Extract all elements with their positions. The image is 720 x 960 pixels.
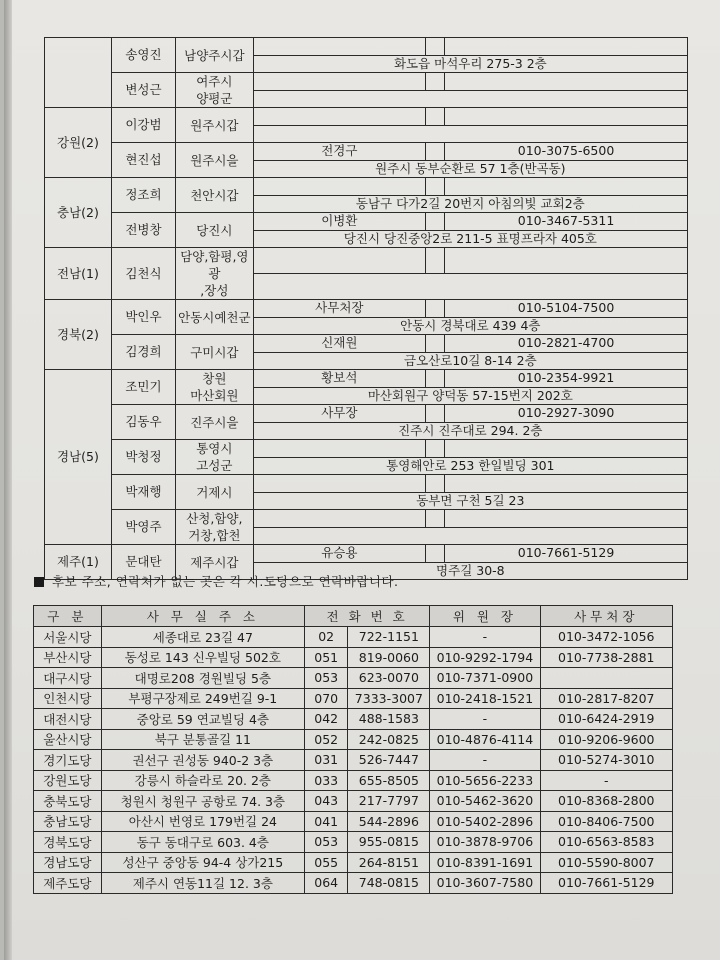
office-address: 동부면 구천 5길 23 xyxy=(253,492,687,510)
district-line: 원주시을 xyxy=(190,152,239,168)
candidate-name: 송영진 xyxy=(111,38,175,73)
region-cell: 경북(2) xyxy=(45,300,112,370)
candidate-row xyxy=(45,108,688,126)
chairperson-phone: 010-5656-2233 xyxy=(430,770,540,791)
contact-person xyxy=(253,440,425,458)
candidate-row xyxy=(45,510,688,528)
office-address: 강릉시 하슬라로 20. 2층 xyxy=(101,770,304,791)
secretary-phone: 010-2817-8207 xyxy=(540,688,672,709)
area-code: 043 xyxy=(304,791,347,812)
district-line: 창원 xyxy=(202,371,227,386)
candidate-name: 김동우 xyxy=(111,405,175,440)
office-row xyxy=(34,832,673,853)
contact-person: 사무장 xyxy=(253,405,425,423)
office-name: 경북도당 xyxy=(34,832,102,853)
area-code: 064 xyxy=(304,873,347,894)
office-address: 동성로 143 신우빌딩 502호 xyxy=(101,647,304,668)
office-row xyxy=(34,873,673,894)
grid-cell xyxy=(426,370,445,388)
district-line: 원주시갑 xyxy=(190,117,239,133)
contact-person xyxy=(253,178,425,196)
office-address: 세종대로 23길 47 xyxy=(101,627,304,648)
candidate-name: 현진섭 xyxy=(111,143,175,178)
office-address: 부평구장제로 249번길 9-1 xyxy=(101,688,304,709)
contact-person: 전경구 xyxy=(253,143,425,161)
grid-cell xyxy=(426,38,445,56)
contact-phone xyxy=(445,475,688,493)
office-address: 명주길 30-8 xyxy=(253,562,687,580)
office-address: 안동시 경북대로 439 4층 xyxy=(253,317,687,335)
region-cell: 충남(2) xyxy=(45,178,112,248)
area-code: 070 xyxy=(304,688,347,709)
office-address: 성산구 중앙동 94-4 상가215 xyxy=(101,852,304,873)
office-name: 대전시당 xyxy=(34,709,102,730)
office-row xyxy=(34,750,673,771)
office-row xyxy=(34,770,673,791)
candidate-name: 박영주 xyxy=(111,510,175,545)
phone-number: 819-0060 xyxy=(348,647,430,668)
office-address: 마산회원구 양덕동 57-15번지 202호 xyxy=(253,387,687,405)
notice-line xyxy=(34,572,399,590)
grid-cell xyxy=(426,108,445,126)
office-name: 경기도당 xyxy=(34,750,102,771)
grid-cell xyxy=(426,475,445,493)
chairperson-phone: 010-8391-1691 xyxy=(430,852,540,873)
contact-phone: 010-3467-5311 xyxy=(445,213,688,231)
district-cell xyxy=(176,143,254,178)
phone-number: 488-1583 xyxy=(348,709,430,730)
region-cell: 전남(1) xyxy=(45,248,112,300)
grid-cell xyxy=(426,335,445,353)
candidate-row xyxy=(45,213,688,231)
header-phone: 전 화 번 호 xyxy=(304,606,429,627)
contact-phone: 010-3075-6500 xyxy=(445,143,688,161)
header-chairperson: 위 원 장 xyxy=(430,606,540,627)
candidate-row xyxy=(45,73,688,91)
district-cell xyxy=(176,370,254,405)
district-line: 제주시갑 xyxy=(190,554,239,570)
secretary-phone: 010-3472-1056 xyxy=(540,627,672,648)
candidate-name: 이강범 xyxy=(111,108,175,143)
phone-number: 655-8505 xyxy=(348,770,430,791)
candidate-row xyxy=(45,405,688,423)
chairperson-phone: 010-3607-7580 xyxy=(430,873,540,894)
district-line: 마산회원 xyxy=(190,388,239,403)
office-address: 진주시 진주대로 294. 2층 xyxy=(253,422,687,440)
office-address: 화도읍 마석우리 275-3 2층 xyxy=(253,55,687,73)
chairperson-phone: 010-7371-0900 xyxy=(430,668,540,689)
office-address: 제주시 연동11길 12. 3층 xyxy=(101,873,304,894)
district-cell xyxy=(176,510,254,545)
district-line: 담양,함평,영광 xyxy=(180,249,249,281)
candidate-row xyxy=(45,475,688,493)
phone-number: 748-0815 xyxy=(348,873,430,894)
contact-person xyxy=(253,248,425,274)
district-cell xyxy=(176,300,254,335)
office-row xyxy=(34,668,673,689)
candidate-name: 전병창 xyxy=(111,213,175,248)
notice-text: 후보 주소, 연락처가 없는 곳은 각 시.도당으로 연락바랍니다. xyxy=(52,574,399,589)
office-address: 원주시 동부순환로 57 1층(반곡동) xyxy=(253,160,687,178)
office-name: 경남도당 xyxy=(34,852,102,873)
district-cell xyxy=(176,335,254,370)
grid-cell xyxy=(426,213,445,231)
chairperson-phone: 010-5402-2896 xyxy=(430,811,540,832)
header-secretary-general: 사무처장 xyxy=(540,606,672,627)
candidate-row xyxy=(45,143,688,161)
contact-phone xyxy=(445,248,688,274)
candidate-row xyxy=(45,38,688,56)
office-row xyxy=(34,709,673,730)
chairperson-phone: - xyxy=(430,750,540,771)
office-address: 북구 분통골길 11 xyxy=(101,729,304,750)
contact-person: 신재원 xyxy=(253,335,425,353)
office-address: 대명로208 경원빌딩 5층 xyxy=(101,668,304,689)
grid-cell xyxy=(426,178,445,196)
header-office-address: 사 무 실 주 소 xyxy=(101,606,304,627)
contact-phone xyxy=(445,178,688,196)
office-address: 동구 동대구로 603. 4층 xyxy=(101,832,304,853)
grid-cell xyxy=(426,405,445,423)
office-address: 당진시 당진중앙2로 211-5 표명프라자 405호 xyxy=(253,230,687,248)
office-name: 서울시당 xyxy=(34,627,102,648)
paper-edge-shadow xyxy=(4,0,12,960)
office-row xyxy=(34,627,673,648)
office-address xyxy=(253,90,687,108)
office-name: 부산시당 xyxy=(34,647,102,668)
candidate-row xyxy=(45,335,688,353)
office-row xyxy=(34,729,673,750)
contact-person: 사무처장 xyxy=(253,300,425,318)
district-line: 구미시갑 xyxy=(190,344,239,360)
office-address: 통영해안로 253 한일빌딩 301 xyxy=(253,457,687,475)
contact-person: 이병환 xyxy=(253,213,425,231)
candidate-name: 김경희 xyxy=(111,335,175,370)
phone-number: 242-0825 xyxy=(348,729,430,750)
secretary-phone: 010-5590-8007 xyxy=(540,852,672,873)
district-line: 고성군 xyxy=(196,458,233,473)
office-name: 울산시당 xyxy=(34,729,102,750)
phone-number: 722-1151 xyxy=(348,627,430,648)
phone-number: 526-7447 xyxy=(348,750,430,771)
chairperson-phone: 010-5462-3620 xyxy=(430,791,540,812)
region-cell: 강원(2) xyxy=(45,108,112,178)
contact-person: 황보석 xyxy=(253,370,425,388)
area-code: 033 xyxy=(304,770,347,791)
grid-cell xyxy=(426,545,445,563)
candidate-name: 박청정 xyxy=(111,440,175,475)
area-code: 053 xyxy=(304,668,347,689)
district-line: 남양주시갑 xyxy=(184,47,245,63)
candidate-name: 정조희 xyxy=(111,178,175,213)
office-name: 충북도당 xyxy=(34,791,102,812)
candidate-row xyxy=(45,248,688,274)
contact-phone: 010-2927-3090 xyxy=(445,405,688,423)
candidate-name: 변성근 xyxy=(111,73,175,108)
party-office-table xyxy=(33,605,673,894)
candidate-row xyxy=(45,440,688,458)
office-name: 대구시당 xyxy=(34,668,102,689)
district-line: 거제시 xyxy=(196,484,233,500)
district-line: 거창,합천 xyxy=(188,528,241,543)
contact-person xyxy=(253,73,425,91)
contact-person xyxy=(253,108,425,126)
grid-cell xyxy=(426,248,445,274)
grid-cell xyxy=(426,300,445,318)
secretary-phone: 010-6563-8583 xyxy=(540,832,672,853)
office-address: 청원시 청원구 공항로 74. 3층 xyxy=(101,791,304,812)
region-cell: 제주(1) xyxy=(45,545,112,580)
office-address: 권선구 권성동 940-2 3층 xyxy=(101,750,304,771)
area-code: 051 xyxy=(304,647,347,668)
district-cell xyxy=(176,38,254,73)
district-line: 천안시갑 xyxy=(190,187,239,203)
chairperson-phone: 010-4876-4114 xyxy=(430,729,540,750)
area-code: 031 xyxy=(304,750,347,771)
contact-phone: 010-2821-4700 xyxy=(445,335,688,353)
office-name: 인천시당 xyxy=(34,688,102,709)
candidate-name: 문대탄 xyxy=(111,545,175,580)
office-address xyxy=(253,274,687,300)
secretary-phone: 010-7738-2881 xyxy=(540,647,672,668)
secretary-phone: 010-7661-5129 xyxy=(540,873,672,894)
district-cell xyxy=(176,248,254,300)
district-cell xyxy=(176,73,254,108)
candidate-name: 박재행 xyxy=(111,475,175,510)
candidate-row xyxy=(45,370,688,388)
chairperson-phone: 010-3878-9706 xyxy=(430,832,540,853)
phone-number: 544-2896 xyxy=(348,811,430,832)
secretary-phone: 010-6424-2919 xyxy=(540,709,672,730)
candidate-name: 박인우 xyxy=(111,300,175,335)
contact-person xyxy=(253,510,425,528)
secretary-phone: 010-5274-3010 xyxy=(540,750,672,771)
phone-number: 7333-3007 xyxy=(348,688,430,709)
area-code: 041 xyxy=(304,811,347,832)
chairperson-phone: - xyxy=(430,709,540,730)
candidate-row xyxy=(45,178,688,196)
contact-phone: 010-2354-9921 xyxy=(445,370,688,388)
office-row xyxy=(34,647,673,668)
district-line: 여주시 xyxy=(196,74,233,89)
phone-number: 217-7797 xyxy=(348,791,430,812)
district-cell xyxy=(176,475,254,510)
office-address: 중앙로 59 연교빌딩 4층 xyxy=(101,709,304,730)
phone-number: 955-0815 xyxy=(348,832,430,853)
area-code: 02 xyxy=(304,627,347,648)
secretary-phone xyxy=(540,668,672,689)
secretary-phone: 010-8406-7500 xyxy=(540,811,672,832)
district-line: ,장성 xyxy=(200,283,229,298)
contact-phone xyxy=(445,440,688,458)
office-row xyxy=(34,791,673,812)
district-line: 안동시예천군 xyxy=(178,309,251,325)
office-table-header xyxy=(34,606,673,627)
chairperson-phone: 010-2418-1521 xyxy=(430,688,540,709)
district-line: 양평군 xyxy=(196,91,233,106)
office-address: 동남구 다가2길 20번지 아침의빛 교회2층 xyxy=(253,195,687,213)
district-cell xyxy=(176,108,254,143)
contact-person xyxy=(253,38,425,56)
office-address xyxy=(253,125,687,143)
grid-cell xyxy=(426,440,445,458)
secretary-phone: - xyxy=(540,770,672,791)
district-cell xyxy=(176,178,254,213)
district-line: 산청,함양, xyxy=(186,511,243,526)
office-address xyxy=(253,527,687,545)
chairperson-phone: - xyxy=(430,627,540,648)
office-name: 충남도당 xyxy=(34,811,102,832)
candidate-name: 김천식 xyxy=(111,248,175,300)
header-division: 구 분 xyxy=(34,606,102,627)
contact-phone xyxy=(445,38,688,56)
contact-phone xyxy=(445,73,688,91)
phone-number: 623-0070 xyxy=(348,668,430,689)
district-line: 통영시 xyxy=(196,441,233,456)
office-row xyxy=(34,811,673,832)
contact-phone: 010-5104-7500 xyxy=(445,300,688,318)
area-code: 053 xyxy=(304,832,347,853)
office-name: 강원도당 xyxy=(34,770,102,791)
regional-candidate-table xyxy=(44,37,688,580)
district-cell xyxy=(176,440,254,475)
office-row xyxy=(34,688,673,709)
contact-phone: 010-7661-5129 xyxy=(445,545,688,563)
square-bullet-icon xyxy=(34,577,44,587)
secretary-phone: 010-9206-9600 xyxy=(540,729,672,750)
district-cell xyxy=(176,213,254,248)
area-code: 042 xyxy=(304,709,347,730)
region-cell xyxy=(45,38,112,108)
candidate-row xyxy=(45,545,688,563)
district-line: 진주시을 xyxy=(190,414,239,430)
area-code: 052 xyxy=(304,729,347,750)
district-cell xyxy=(176,405,254,440)
district-line: 당진시 xyxy=(196,222,233,238)
candidate-name: 조민기 xyxy=(111,370,175,405)
grid-cell xyxy=(426,73,445,91)
office-row xyxy=(34,852,673,873)
area-code: 055 xyxy=(304,852,347,873)
grid-cell xyxy=(426,510,445,528)
contact-phone xyxy=(445,108,688,126)
candidate-row xyxy=(45,300,688,318)
contact-person xyxy=(253,475,425,493)
chairperson-phone: 010-9292-1794 xyxy=(430,647,540,668)
grid-cell xyxy=(426,143,445,161)
office-name: 제주도당 xyxy=(34,873,102,894)
region-cell: 경남(5) xyxy=(45,370,112,545)
contact-phone xyxy=(445,510,688,528)
contact-person: 유승용 xyxy=(253,545,425,563)
secretary-phone: 010-8368-2800 xyxy=(540,791,672,812)
office-address: 아산시 번영로 179번길 24 xyxy=(101,811,304,832)
office-address: 금오산로10길 8-14 2층 xyxy=(253,352,687,370)
phone-number: 264-8151 xyxy=(348,852,430,873)
